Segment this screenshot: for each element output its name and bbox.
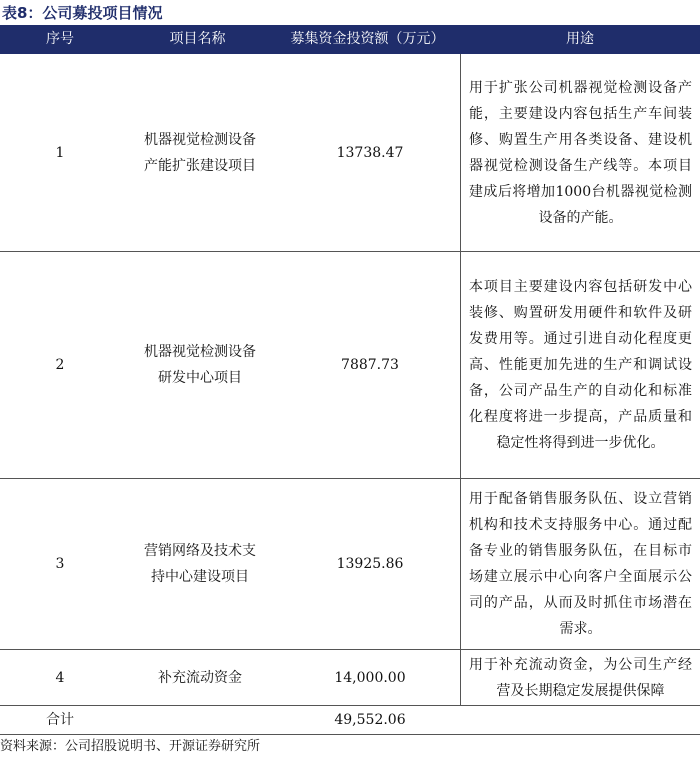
header-use: 用途 xyxy=(566,31,594,47)
row-use: 用于扩张公司机器视觉检测设备产能，主要建设内容包括生产车间装修、购置生产用各类设备、建设机器视觉检测设备生产线等。本项目建成后将增加1000台机器视觉检测设备的产能。 xyxy=(469,79,692,226)
table-header xyxy=(0,25,700,54)
table-row xyxy=(0,479,700,650)
row-amount: 14,000.00 xyxy=(334,669,406,686)
row-no: 4 xyxy=(55,669,65,686)
total-amount: 49,552.06 xyxy=(334,712,406,728)
table-row xyxy=(0,650,700,706)
row-name: 营销网络及技术支持中心建设项目 xyxy=(144,543,256,585)
row-no: 1 xyxy=(55,144,65,161)
table-title: 表8：公司募投项目情况 xyxy=(2,4,163,22)
row-use: 用于配备销售服务队伍、设立营销机构和技术支持服务中心。通过配备专业的销售服务队伍，在目标市场建立展示中心向客户全面展示公司的产品，从而及时抓住市场潜在需求。 xyxy=(469,491,692,637)
table-row xyxy=(0,252,700,479)
row-amount: 7887.73 xyxy=(341,357,399,373)
source-note: 资料来源：公司招股说明书、开源证券研究所 xyxy=(0,739,261,754)
total-row xyxy=(0,706,700,735)
row-name: 补充流动资金 xyxy=(158,669,242,686)
total-label: 合计 xyxy=(46,712,74,728)
table-row xyxy=(0,54,700,252)
header-no: 序号 xyxy=(46,31,74,47)
row-name: 机器视觉检测设备研发中心项目 xyxy=(144,344,256,386)
row-use: 本项目主要建设内容包括研发中心装修、购置研发用硬件和软件及研发费用等。通过引进自动化程度更高、性能更加先进的生产和调试设备，公司产品生产的自动化和标准化程度将进一步提高，产品质量和稳定性将得到进一步优化。 xyxy=(469,279,692,451)
row-name: 机器视觉检测设备产能扩张建设项目 xyxy=(144,131,256,174)
row-amount: 13925.86 xyxy=(336,556,404,572)
row-amount: 13738.47 xyxy=(336,144,404,161)
row-no: 2 xyxy=(55,357,65,373)
header-name: 项目名称 xyxy=(169,31,226,47)
row-no: 3 xyxy=(55,556,65,572)
row-use: 用于补充流动资金，为公司生产经营及长期稳定发展提供保障 xyxy=(469,656,692,699)
header-amount: 募集资金投资额（万元） xyxy=(290,31,445,47)
